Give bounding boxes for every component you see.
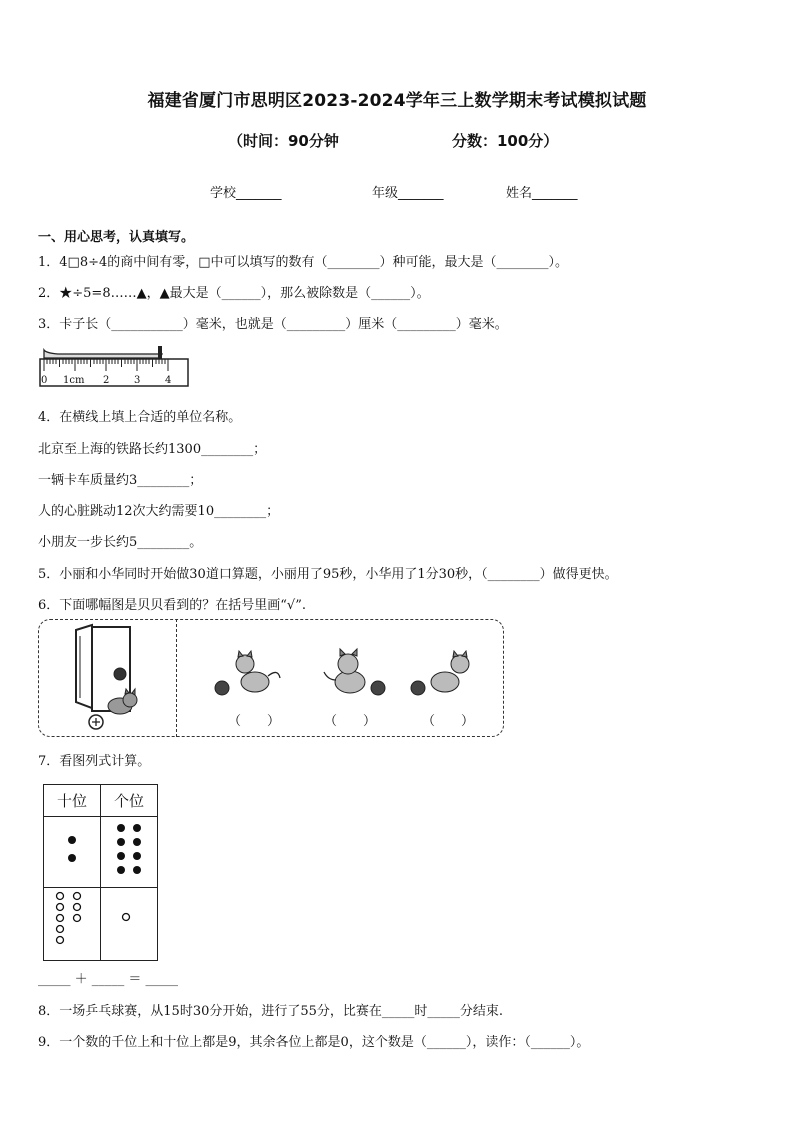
exam-time: （时间：90分钟 — [228, 132, 339, 150]
ball-icon — [114, 668, 126, 680]
clip-end — [158, 346, 162, 359]
section-heading: 一、用心思考，认真填写。 — [38, 230, 195, 245]
grade-field: 年级_______ — [372, 186, 444, 201]
equation-blanks[interactable]: _____ ＋ _____ ＝ _____ — [38, 972, 179, 987]
question-7: 7．看图列式计算。 — [38, 754, 151, 769]
cat-options — [210, 646, 490, 704]
door-cat-scene — [62, 622, 162, 734]
question-9: 9．一个数的千位上和十位上都是9，其余各位上都是0，这个数是（______），读作：（______）。 — [38, 1035, 590, 1050]
ones-cell-bottom — [101, 888, 158, 961]
ones-header: 个位 — [101, 785, 158, 817]
ruler-figure — [38, 340, 194, 390]
ruler-label-1: 1cm — [63, 375, 85, 386]
question-2: 2．★÷5=8……▲，▲最大是（______），那么被除数是（______）。 — [38, 286, 430, 301]
cat-figure-divider — [176, 619, 177, 737]
question-8: 8．一场乒乓球赛，从15时30分开始，进行了55分，比赛在_____时_____分结束. — [38, 1004, 504, 1019]
question-4b: 一辆卡车质量约3________； — [38, 473, 203, 488]
question-5: 5．小丽和小华同时开始做30道口算题，小丽用了95秒，小华用了1分30秒，（________）做得更快。 — [38, 567, 618, 582]
exam-score: 分数：100分） — [452, 132, 559, 150]
school-field: 学校_______ — [210, 186, 282, 201]
tens-cell-bottom — [44, 888, 101, 961]
place-value-table — [43, 784, 158, 961]
open-door — [76, 625, 92, 708]
tens-header: 十位 — [44, 785, 101, 817]
question-4: 4．在横线上填上合适的单位名称。 — [38, 410, 242, 425]
cat-option-b — [324, 649, 385, 695]
page-title: 福建省厦门市思明区2023-2024学年三上数学期末考试模拟试题 — [147, 91, 647, 111]
ruler-label-2: 2 — [103, 375, 110, 386]
tens-cell-top — [44, 817, 101, 888]
question-4c: 人的心脏跳动12次大约需要10________； — [38, 504, 280, 519]
question-1: 1．4□8÷4的商中间有零，□中可以填写的数有（________）种可能，最大是（________）。 — [38, 255, 569, 270]
answer-paren-b[interactable]: （ ） — [324, 714, 377, 729]
ruler-label-0: 0 — [41, 375, 48, 386]
question-4a: 北京至上海的铁路长约1300________； — [38, 442, 267, 457]
ruler-label-3: 3 — [134, 375, 141, 386]
question-3: 3．卡子长（___________）毫米，也就是（_________）厘米（_________）毫米。 — [38, 317, 508, 332]
cat-option-a — [215, 651, 280, 695]
name-field: 姓名_______ — [506, 186, 578, 201]
answer-paren-a[interactable]: （ ） — [228, 714, 281, 729]
question-4d: 小朋友一步长约5________。 — [38, 535, 203, 550]
clip-shape — [44, 350, 162, 358]
cat-option-c — [411, 651, 469, 695]
ones-cell-top — [101, 817, 158, 888]
ruler-label-4: 4 — [165, 375, 172, 386]
answer-paren-c[interactable]: （ ） — [422, 714, 475, 729]
question-6: 6．下面哪幅图是贝贝看到的？在括号里画“√”. — [38, 598, 306, 613]
